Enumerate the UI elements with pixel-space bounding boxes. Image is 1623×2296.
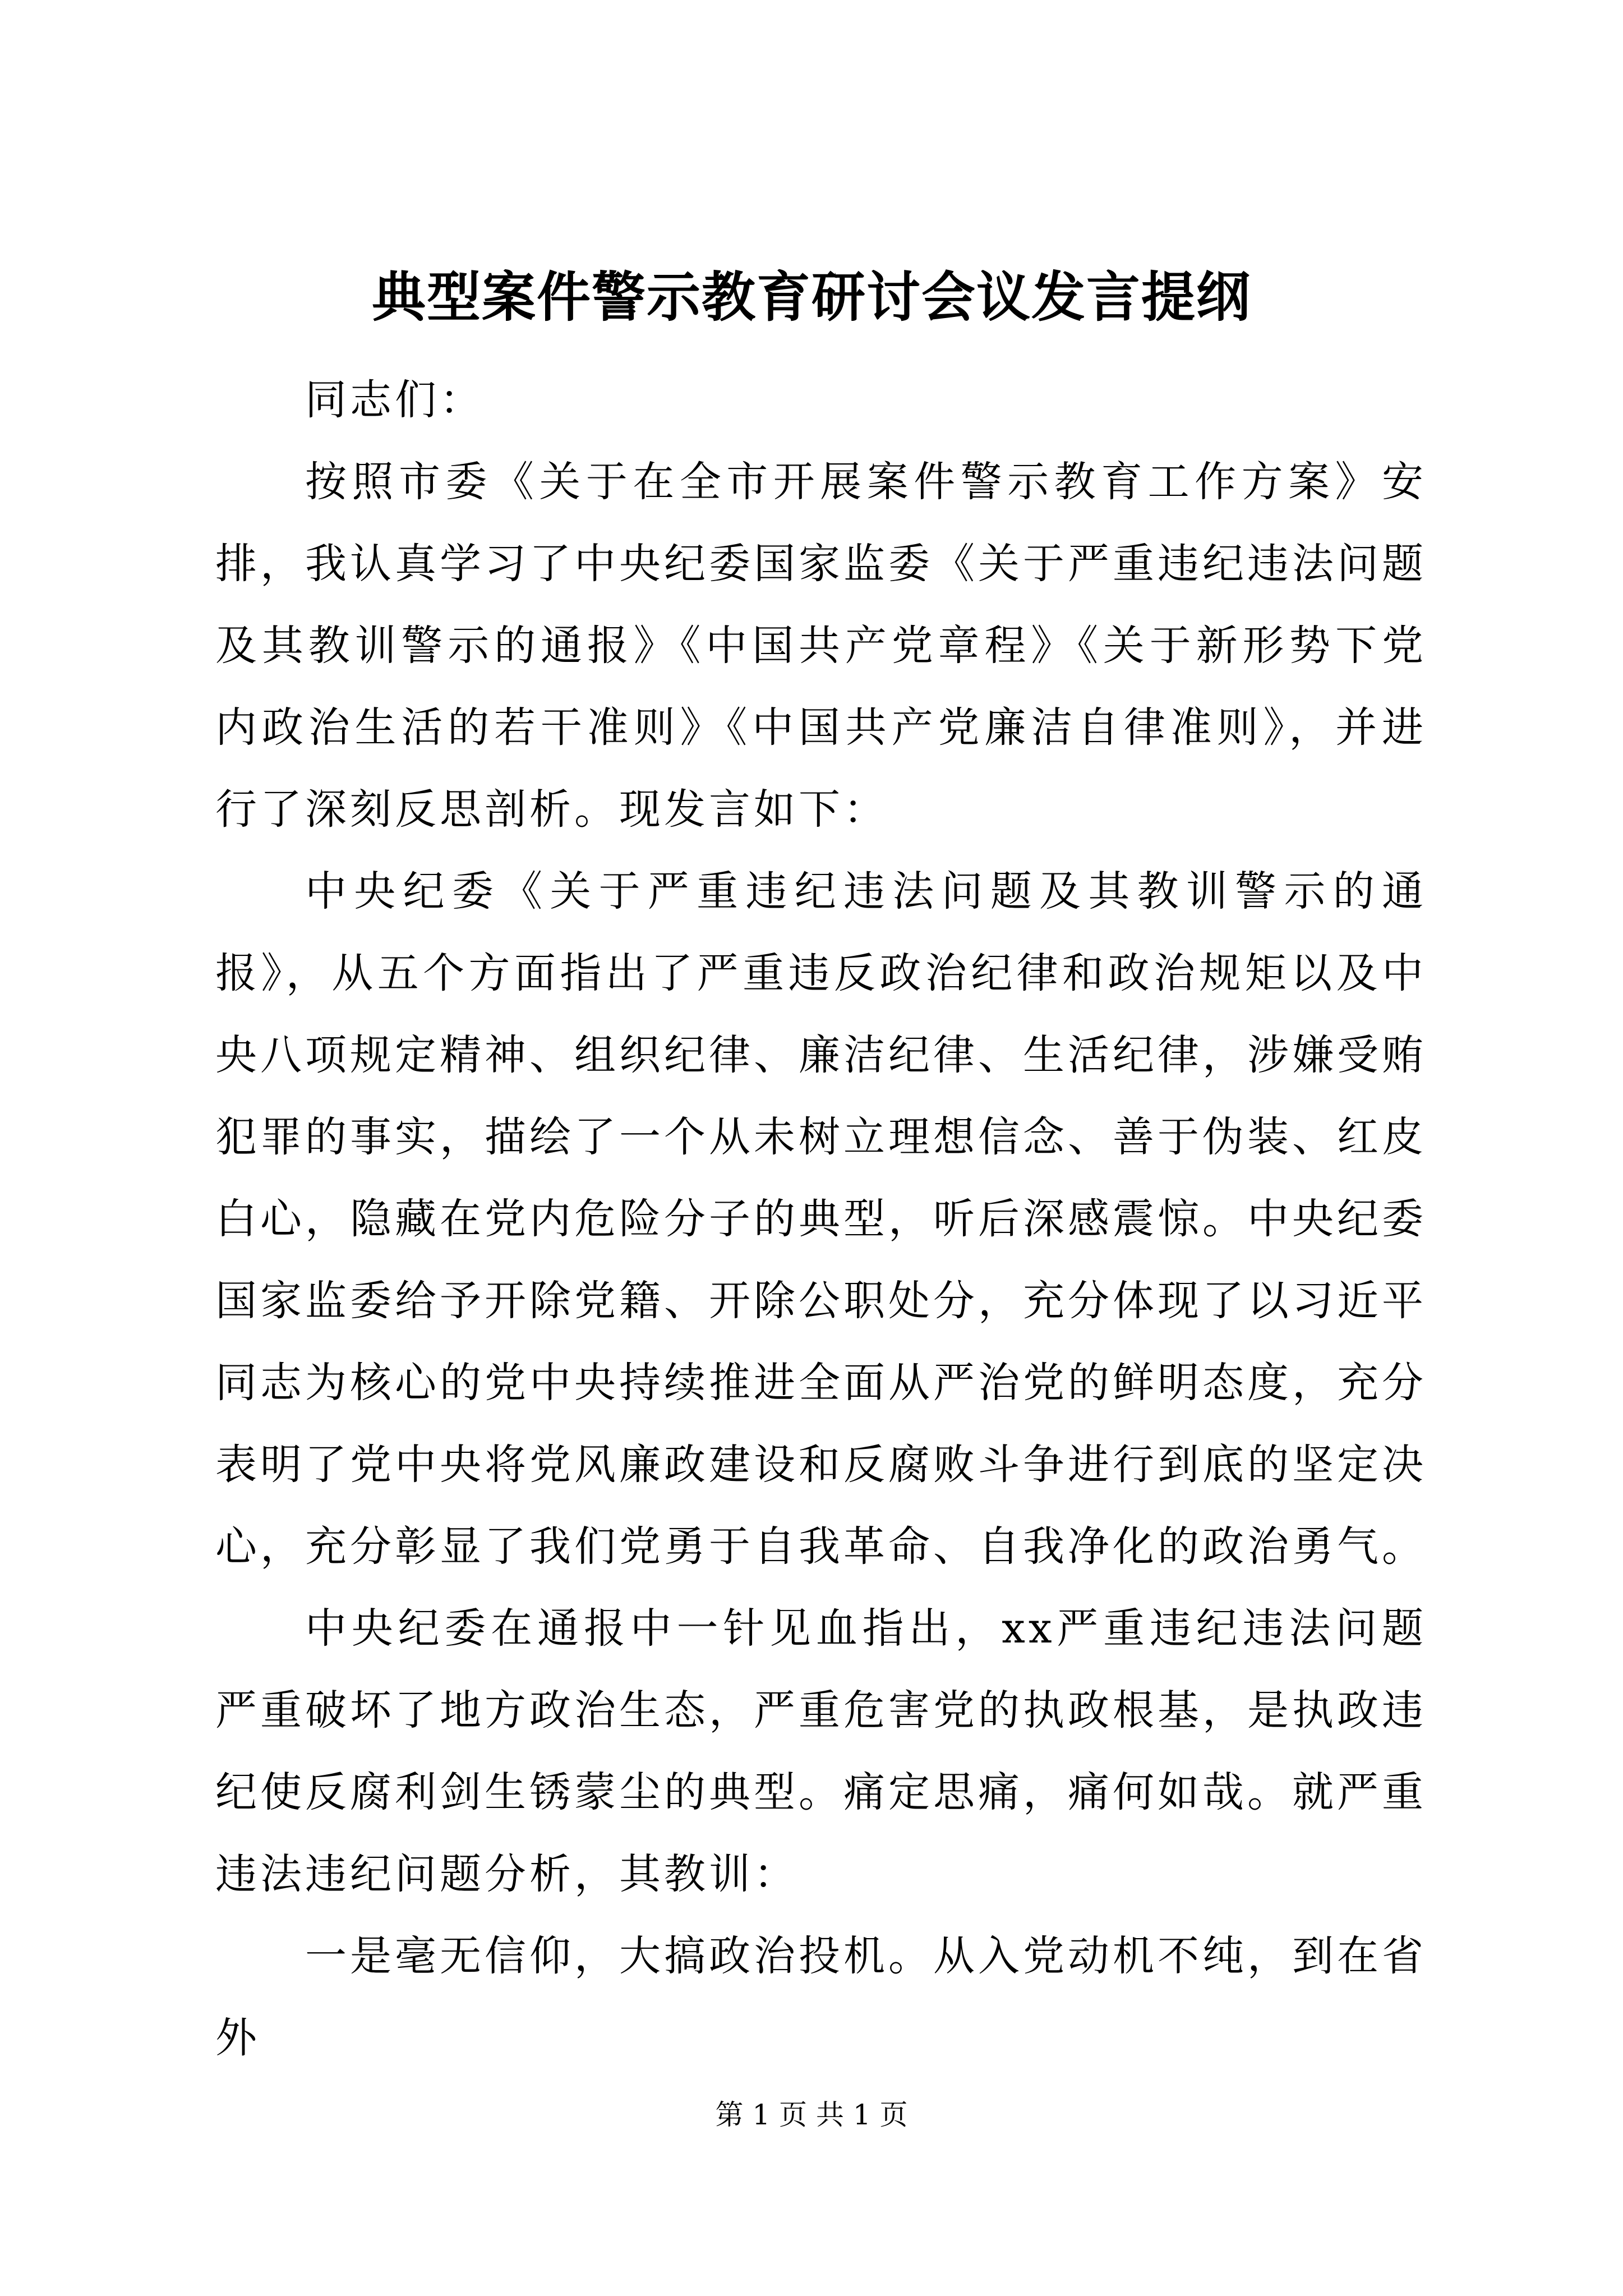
document-body bbox=[215, 359, 1427, 2079]
paragraph-3: 中央纪委在通报中一针见血指出，xx严重违纪违法问题严重破坏了地方政治生态，严重危害党的执政根基，是执政违纪使反腐利剑生锈蒙尘的典型。痛定思痛，痛何如哉。就严重违法违纪问题分析，其教训： bbox=[215, 1604, 1427, 1898]
page-footer: 第 1 页 共 1 页 bbox=[715, 2099, 908, 2131]
document-title: 典型案件警示教育研讨会议发言提纲 bbox=[372, 265, 1251, 329]
paragraph-4: 一是毫无信仰，大搞政治投机。从入党动机不纯，到在省外 bbox=[215, 1932, 1427, 2062]
salutation: 同志们： bbox=[305, 376, 485, 424]
paragraph-1: 按照市委《关于在全市开展案件警示教育工作方案》安排，我认真学习了中央纪委国家监委《关于严重违纪违法问题及其教训警示的通报》《中国共产党章程》《关于新形势下党内政治生活的若干准则》《中国共产党廉洁自律准则》，并进行了深刻反思剖析。现发言如下： bbox=[215, 458, 1427, 834]
paragraph-2: 中央纪委《关于严重违纪违法问题及其教训警示的通报》，从五个方面指出了严重违反政治纪律和政治规矩以及中央八项规定精神、组织纪律、廉洁纪律、生活纪律，涉嫌受贿犯罪的事实，描绘了一个从未树立理想信念、善于伪装、红皮白心，隐藏在党内危险分子的典型，听后深感震惊。中央纪委国家监委给予开除党籍、开除公职处分，充分体现了以习近平同志为核心的党中央持续推进全面从严治党的鲜明态度，充分表明了党中央将党风廉政建设和反腐败斗争进行到底的坚定决心，充分彰显了我们党勇于自我革命、自我净化的政治勇气。 bbox=[215, 867, 1427, 1571]
